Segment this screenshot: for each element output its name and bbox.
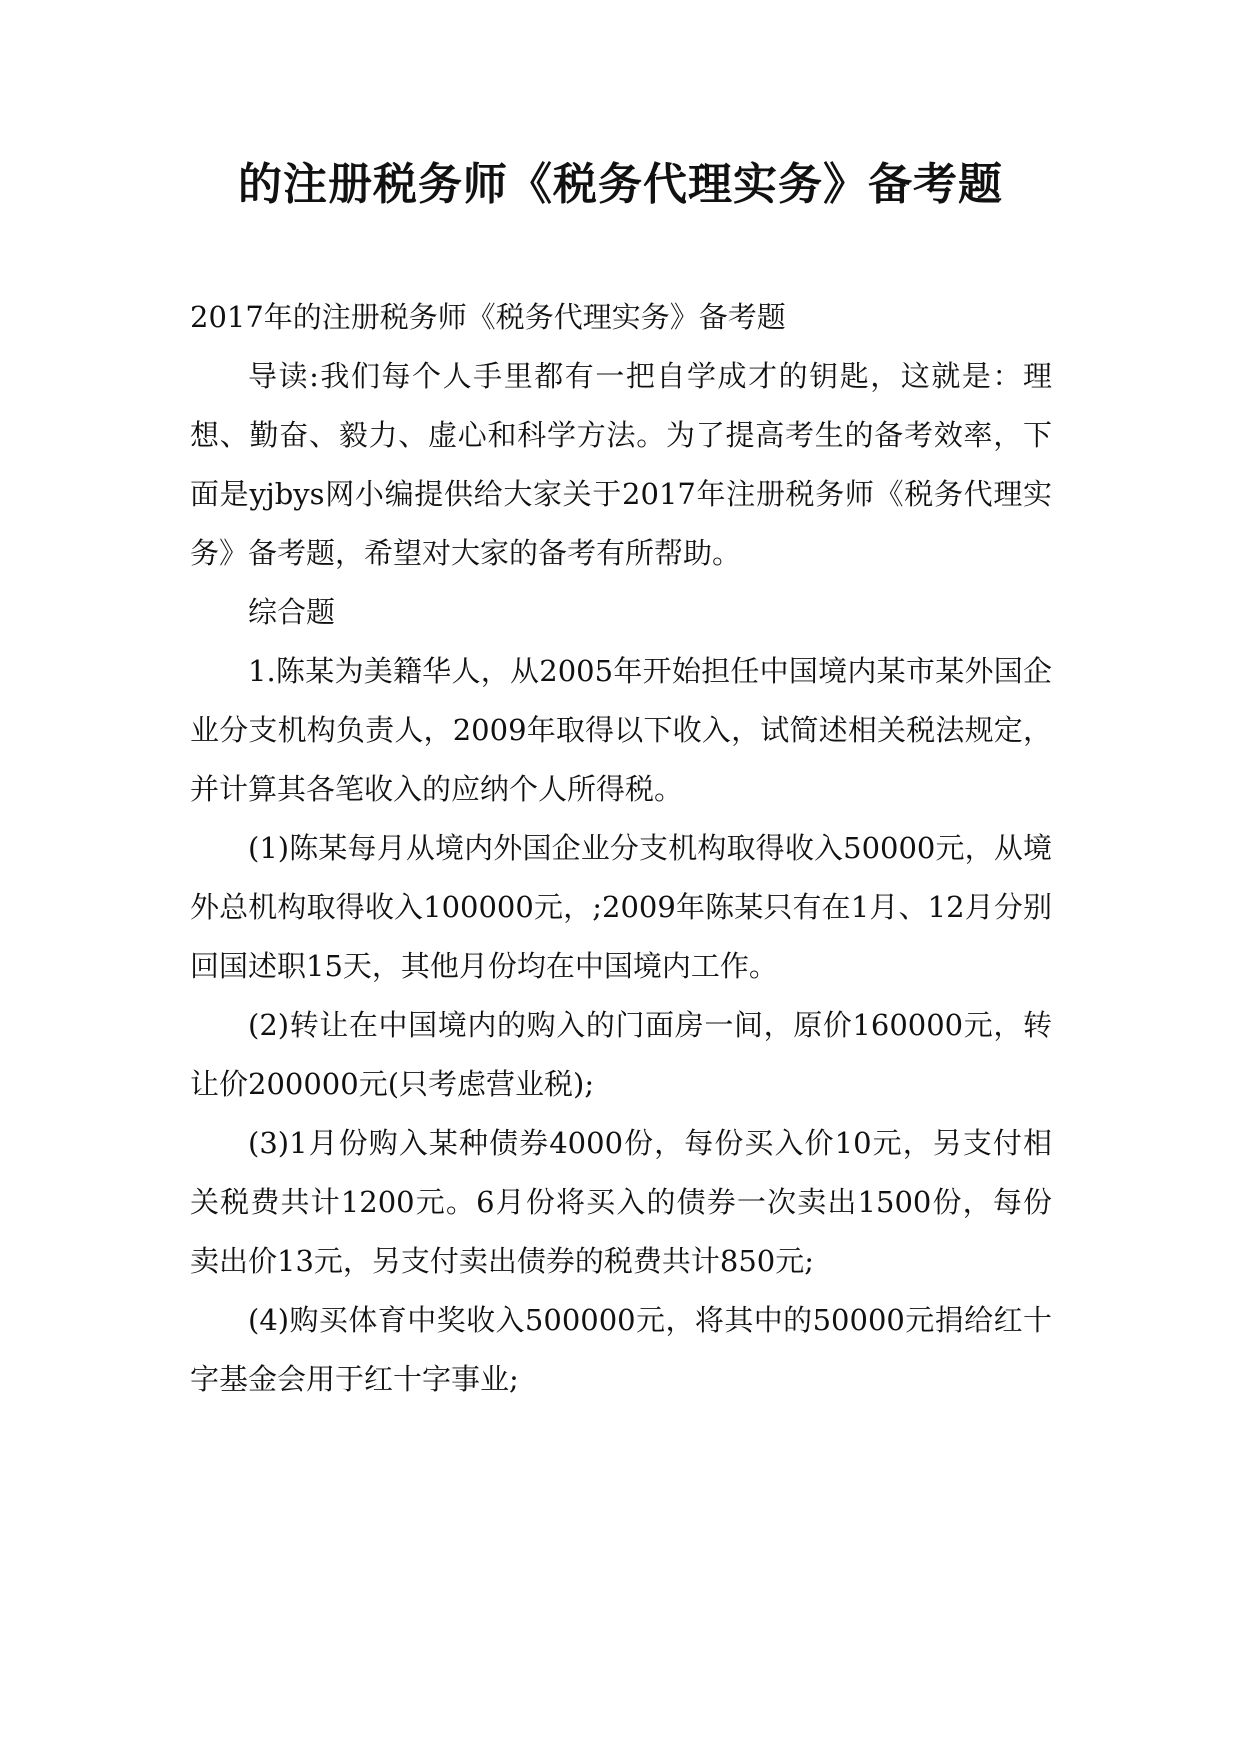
paragraph: 综合题 [248, 595, 336, 629]
paragraph: 2017年的注册税务师《税务代理实务》备考题 [190, 300, 786, 334]
paragraph: 1.陈某为美籍华人，从2005年开始担任中国境内某市某外国企业分支机构负责人，2009年取得以下收入，试简述相关税法规定，并计算其各笔收入的应纳个人所得税。 [190, 654, 1052, 806]
paragraph: (3)1月份购入某种债券4000份，每份买入价10元，另支付相关税费共计1200元。6月份将买入的债券一次卖出1500份，每份卖出价13元，另支付卖出债券的税费共计850元; [190, 1126, 1052, 1278]
paragraph: 导读:我们每个人手里都有一把自学成才的钥匙，这就是：理想、勤奋、毅力、虚心和科学方法。为了提高考生的备考效率，下面是yjbys网小编提供给大家关于2017年注册税务师《税务代理实务》备考题，希望对大家的备考有所帮助。 [190, 359, 1052, 570]
paragraph: (4)购买体育中奖收入500000元，将其中的50000元捐给红十字基金会用于红十字事业; [190, 1303, 1052, 1396]
paragraph: (2)转让在中国境内的购入的门面房一间，原价160000元，转让价200000元(只考虑营业税); [190, 1008, 1052, 1101]
document-title: 的注册税务师《税务代理实务》备考题 [238, 159, 1003, 210]
document-body [190, 288, 1052, 1409]
paragraph: (1)陈某每月从境内外国企业分支机构取得收入50000元，从境外总机构取得收入100000元，;2009年陈某只有在1月、12月分别回国述职15天，其他月份均在中国境内工作。 [190, 831, 1052, 983]
